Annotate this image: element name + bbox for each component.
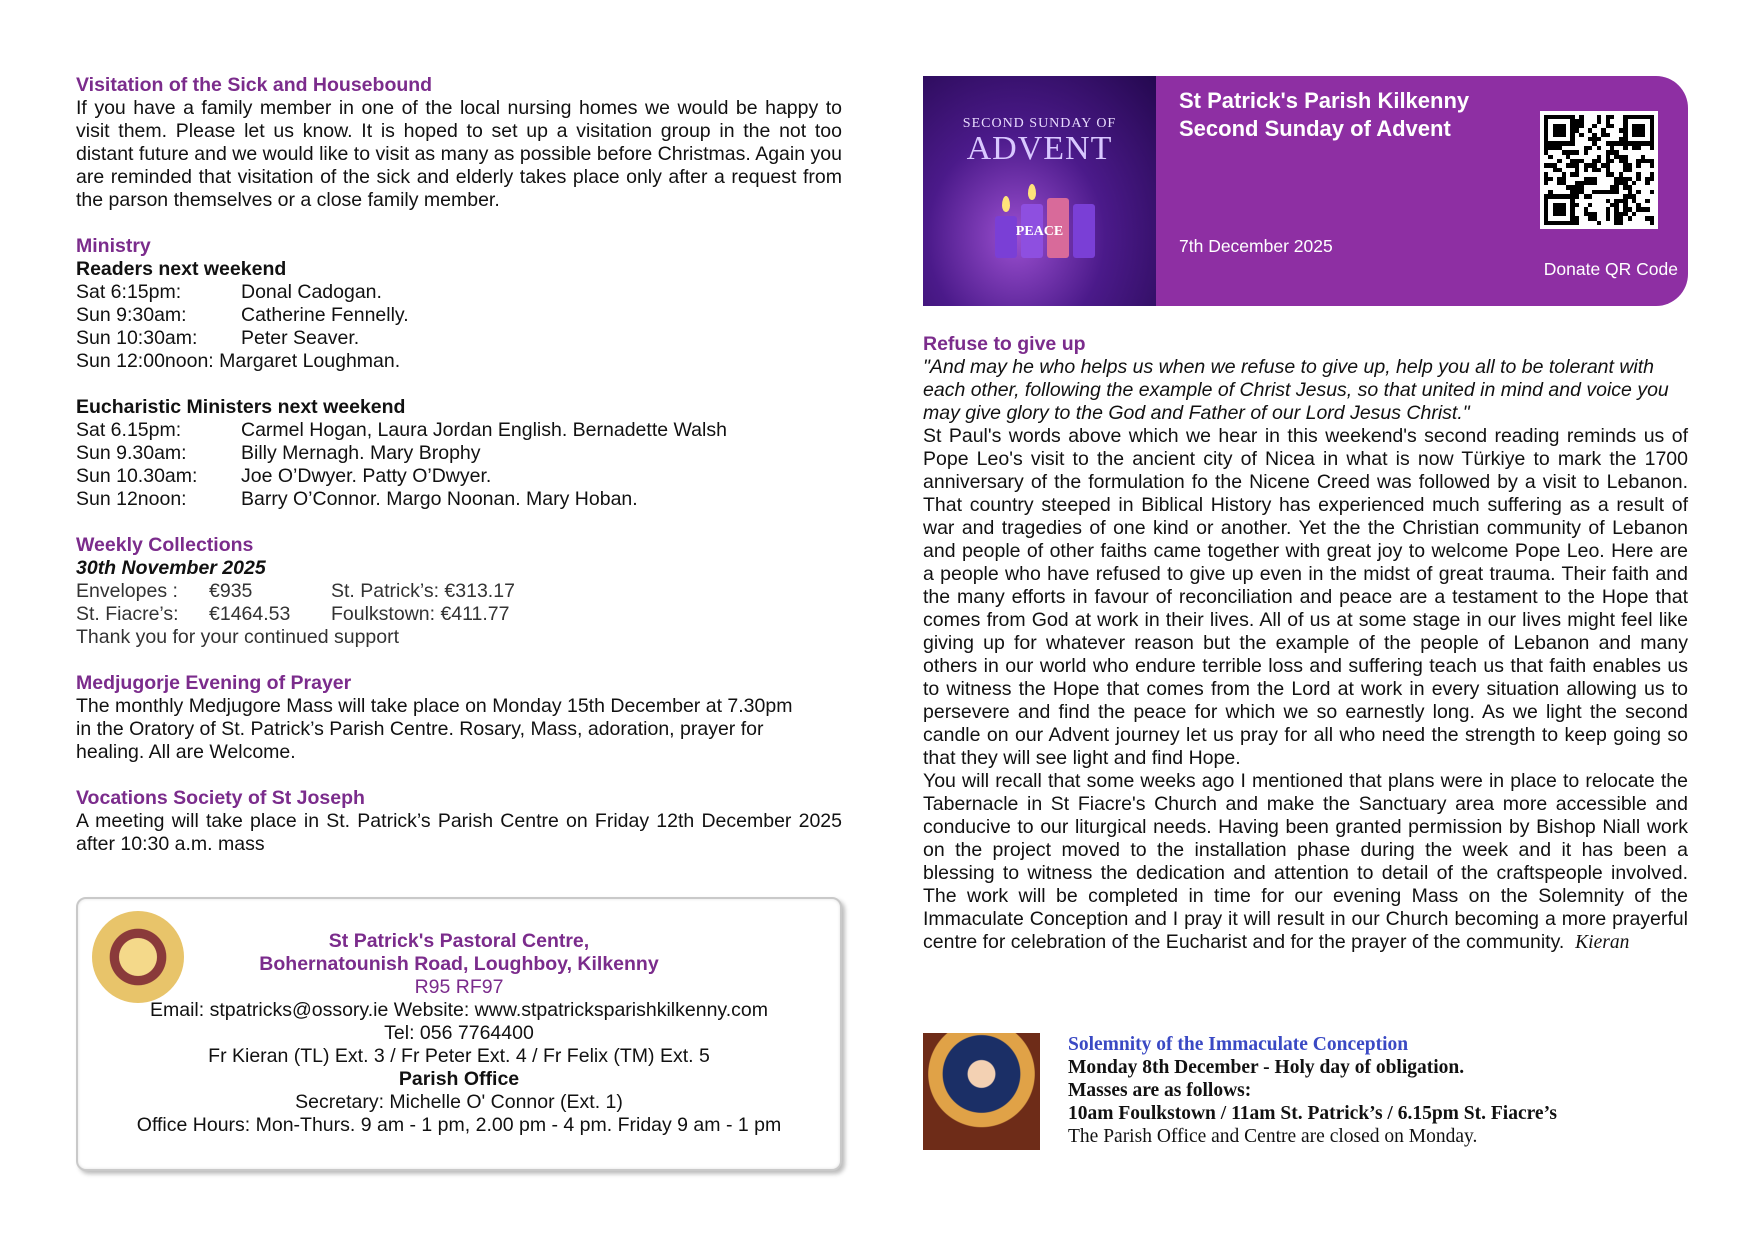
collections-table bbox=[76, 580, 842, 649]
em-names: Carmel Hogan, Laura Jordan English. Bernadette Walsh bbox=[241, 419, 727, 441]
em-row bbox=[76, 442, 842, 465]
collections-thanks: Thank you for your continued support bbox=[76, 626, 400, 648]
reader-time: Sun 9:30am: bbox=[76, 304, 187, 326]
refuse-quote: "And may he who helps us when we refuse to give up, help you all to be tolerant with each other, following the example of Christ Jesus, so that united in mind and voice you may give glory to the God and Father of our Lord Jesus Christ." bbox=[923, 356, 1669, 424]
madonna-and-child-image bbox=[923, 1033, 1040, 1150]
medjugorje-body: The monthly Medjugore Mass will take place on Monday 15th December at 7.30pm in the Oratory of St. Patrick’s Parish Centre. Rosary, Mass, adoration, prayer for healing. All are Welcome. bbox=[76, 695, 793, 763]
collection-label: St. Fiacre’s: bbox=[76, 603, 179, 625]
reader-row bbox=[76, 304, 842, 327]
em-time: Sat 6.15pm: bbox=[76, 419, 182, 441]
medjugorje-heading: Medjugorje Evening of Prayer bbox=[76, 672, 352, 694]
pastoral-contact-email: Email: stpatricks@ossory.ie Website: www.stpatricksparishkilkenny.com bbox=[150, 999, 768, 1021]
reader-names: Peter Seaver. bbox=[241, 327, 360, 349]
solemnity-mass-times: 10am Foulkstown / 11am St. Patrick’s / 6.15pm St. Fiacre’s bbox=[1068, 1103, 1557, 1124]
reader-row bbox=[76, 281, 842, 304]
collection-row bbox=[76, 580, 842, 603]
qr-code-icon bbox=[1544, 115, 1654, 225]
pastoral-contact-tel: Tel: 056 7764400 bbox=[384, 1022, 534, 1044]
refuse-signature: Kieran bbox=[1575, 932, 1630, 953]
right-column bbox=[923, 333, 1688, 954]
advent-image-peace-label: PEACE bbox=[1015, 224, 1064, 239]
pastoral-centre-address: Bohernatounish Road, Loughboy, Kilkenny bbox=[259, 953, 659, 975]
pastoral-clergy-extensions: Fr Kieran (TL) Ext. 3 / Fr Peter Ext. 4 / Fr Felix (TM) Ext. 5 bbox=[208, 1045, 710, 1067]
refuse-para-2 bbox=[923, 770, 1688, 954]
visitation-heading: Visitation of the Sick and Housebound bbox=[76, 74, 433, 96]
solemnity-title: Solemnity of the Immaculate Conception bbox=[1068, 1034, 1409, 1055]
collection-label-value: St. Patrick’s: €313.17 bbox=[331, 580, 515, 602]
em-names: Barry O’Connor. Margo Noonan. Mary Hoban. bbox=[241, 488, 638, 510]
advent-image-caption-top: SECOND SUNDAY OF bbox=[962, 116, 1117, 131]
collection-label: Envelopes : bbox=[76, 580, 178, 602]
reader-time: Sun 10:30am: bbox=[76, 327, 198, 349]
solemnity-day: Monday 8th December - Holy day of obligation. bbox=[1068, 1057, 1465, 1078]
collection-label-value: Foulkstown: €411.77 bbox=[331, 603, 510, 625]
solemnity-office-closed: The Parish Office and Centre are closed on Monday. bbox=[1068, 1126, 1478, 1147]
advent-image-caption-main: ADVENT bbox=[966, 130, 1113, 167]
em-names: Billy Mernagh. Mary Brophy bbox=[241, 442, 481, 464]
flame-icon bbox=[1002, 196, 1010, 212]
em-time: Sun 10.30am: bbox=[76, 465, 198, 487]
em-time: Sun 9.30am: bbox=[76, 442, 187, 464]
pastoral-centre-eircode: R95 RF97 bbox=[414, 976, 504, 998]
banner-sunday-name: Second Sunday of Advent bbox=[1179, 116, 1451, 141]
visitation-body: If you have a family member in one of the local nursing homes we would be happy to visit them. Please let us know. It is hoped to set up a visitation group in the not too distant future and we would like to visit as many as possible before Christmas. Again you are reminded that visitation of the sick and elderly takes place only after a request from the parson themselves or a close family member. bbox=[76, 97, 842, 211]
refuse-para-2-text: You will recall that some weeks ago I mentioned that plans were in place to relocate the Tabernacle in St Fiacre's Church and make the Sanctuary area more accessible and conducive to our liturgical needs. Having been granted permission by Bishop Niall work on the project moved to the installation phase during the week and it has been a blessing to witness the dedication and attention to detail of the craftspeople involved. The work will be completed in time for our evening Mass on the Solemnity of the Immaculate Conception and I pray it will result in our Church becoming a more prayerful centre for celebration of the Eucharist and for the prayer of the community. bbox=[923, 770, 1688, 953]
left-column bbox=[76, 74, 842, 856]
banner-date: 7th December 2025 bbox=[1179, 236, 1333, 256]
solemnity-text bbox=[1068, 1033, 1628, 1148]
ministry-heading: Ministry bbox=[76, 235, 151, 257]
collections-heading: Weekly Collections bbox=[76, 534, 254, 556]
advent-candles-image bbox=[923, 76, 1156, 306]
donate-qr-code[interactable] bbox=[1540, 111, 1658, 229]
em-heading: Eucharistic Ministers next weekend bbox=[76, 396, 406, 418]
collection-row bbox=[76, 603, 842, 626]
collection-value: €935 bbox=[209, 580, 253, 602]
em-row bbox=[76, 465, 842, 488]
flame-icon bbox=[1028, 184, 1036, 200]
reader-row bbox=[76, 327, 842, 350]
parish-office-heading: Parish Office bbox=[398, 1068, 520, 1090]
em-row bbox=[76, 419, 842, 442]
vocations-heading: Vocations Society of St Joseph bbox=[76, 787, 365, 809]
vocations-body: A meeting will take place in St. Patrick’s Parish Centre on Friday 12th December 2025 after 10:30 a.m. mass bbox=[76, 810, 842, 855]
em-time: Sun 12noon: bbox=[76, 488, 187, 510]
collection-value: €1464.53 bbox=[209, 603, 291, 625]
parish-office-hours: Office Hours: Mon-Thurs. 9 am - 1 pm, 2.00 pm - 4 pm. Friday 9 am - 1 pm bbox=[136, 1114, 782, 1136]
banner-title bbox=[1179, 87, 1469, 143]
parish-office-secretary: Secretary: Michelle O' Connor (Ext. 1) bbox=[295, 1091, 623, 1113]
refuse-heading: Refuse to give up bbox=[923, 333, 1086, 355]
reader-names: Donal Cadogan. bbox=[241, 281, 382, 303]
pastoral-centre-name: St Patrick's Pastoral Centre, bbox=[328, 930, 590, 952]
em-names: Joe O’Dwyer. Patty O’Dwyer. bbox=[241, 465, 492, 487]
parish-banner bbox=[923, 76, 1688, 306]
donate-qr-label: Donate QR Code bbox=[1543, 259, 1678, 279]
collections-date: 30th November 2025 bbox=[76, 557, 266, 579]
reader-names: Catherine Fennelly. bbox=[241, 304, 409, 326]
banner-parish-name: St Patrick's Parish Kilkenny bbox=[1179, 88, 1470, 113]
pastoral-centre-box bbox=[76, 897, 842, 1171]
refuse-para-1: St Paul's words above which we hear in this weekend's second reading reminds us of Pope Leo's visit to the ancient city of Nicea in what is now Türkiye to mark the 1700 anniversary of the formulation fo the Nicene Creed was followed by a visit to Lebanon. That country steeped in Biblical History has experienced much suffering as a result of war and tragedies of one kind or another. Yet the the Christian community of Lebanon and people of other faiths came together with great joy to welcome Pope Leo. Here are a people who have refused to give up even in the midst of great trauma. Their faith and the many efforts in favour of reconciliation and peace are a testament to the Hope that comes from God at work in their lives. All of us at some stage in our lives might feel like giving up for whatever reason but the example of the people of Lebanon and many others in our world who endure terrible loss and suffering teach us that faith enables us to witness the Hope that comes from the Lord at work in every situation allowing us to persevere and find the peace for which we so earnestly long. As we light the second candle on our Advent journey let us pray for all who need the strength to keep going so that they will see light and find Hope. bbox=[923, 425, 1688, 769]
readers-heading: Readers next weekend bbox=[76, 258, 287, 280]
reader-time: Sat 6:15pm: bbox=[76, 281, 182, 303]
reader-row-last: Sun 12:00noon: Margaret Loughman. bbox=[76, 350, 401, 372]
pastoral-centre-details bbox=[78, 930, 840, 1137]
solemnity-masses-heading: Masses are as follows: bbox=[1068, 1080, 1252, 1101]
em-row bbox=[76, 488, 842, 511]
